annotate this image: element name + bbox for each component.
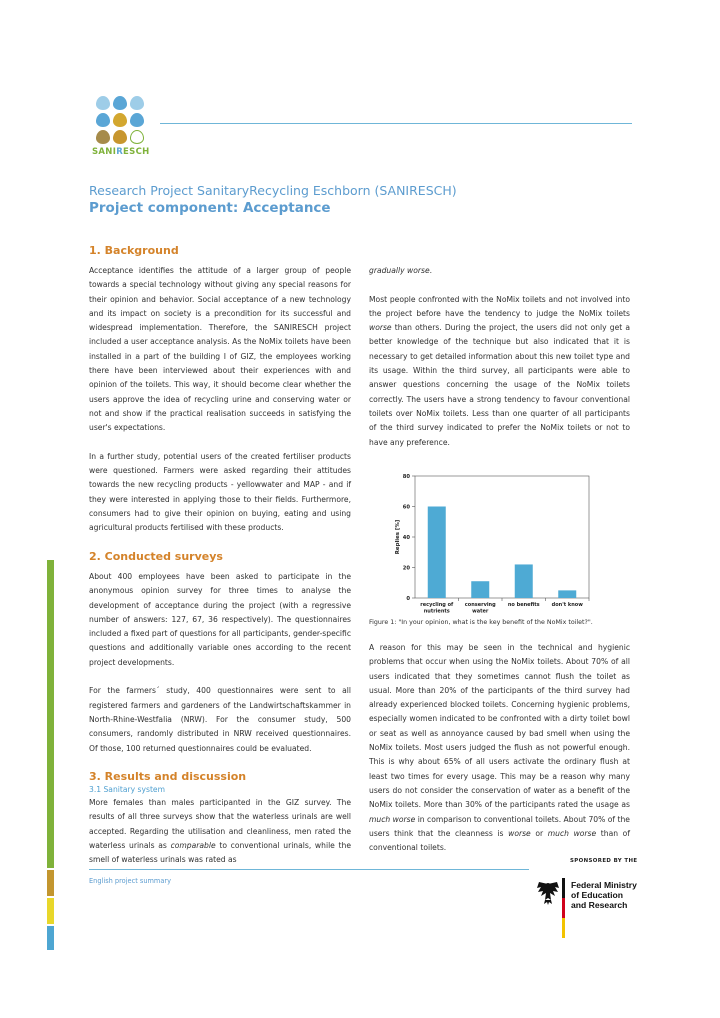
side-bar-yellow (47, 898, 54, 924)
figure-caption: Figure 1: "In your opinion, what is the key benefit of the NoMix toilet?". (369, 619, 593, 626)
left-column (89, 244, 351, 868)
benefit-chart-svg (393, 472, 603, 617)
logo-drops (92, 96, 148, 144)
logo-wordmark: SANIRESCH (92, 147, 150, 157)
y-tick-label: 40 (402, 535, 410, 541)
component-title: Project component: Acceptance (89, 200, 331, 216)
x-category-label: no benefits (507, 602, 540, 608)
logo-drop (130, 96, 144, 110)
bmbf-logo (535, 878, 645, 938)
y-tick-label: 60 (402, 504, 410, 511)
logo-drop (130, 130, 144, 144)
logo-drop (96, 130, 110, 144)
y-tick-label: 20 (402, 565, 410, 572)
surveys-paragraph-1: About 400 employees have been asked to participate in the anonymous opinion survey for three times to analyse the development of acceptance during the project (with a regressive number of answers: 127, 67, 36 respectively). The questionnaires included a fixed part of questions for all participants, gender-specific questions and additionally variable ones according to the recent project developments. (89, 571, 351, 667)
logo-drop (96, 113, 110, 127)
logo-drop (113, 130, 127, 144)
results-paragraph-1b: gradually worse. (369, 266, 433, 275)
section-heading-background: 1. Background (89, 244, 179, 257)
x-category-label: don't know (551, 602, 583, 608)
results-paragraph-3: A reason for this may be seen in the technical and hygienic problems that occur when using the NoMix toilets. About 70% of all users indicated that they sometimes cannot flush the toilet as usual. More than 20% of the participants of the third survey had already experienced blocked toilets. Concerning hygienic problems, especially women indicated to be confronted with a dirty toilet bowl or seat as well as annoyance caused by bad smell when using the NoMix toilets. Most users judged the flush as not powerful enough. This is why about 65% of all users activate the ordinary flush at least two times for every usage. This may be a reason why many users do not consider the conservation of water as a benefit of the NoMix toilets. More than 30% of the participants rated the usage as much worse in comparison to conventional toilets. About 70% of the users think that the cleanness is worse or much worse than of conventional toilets. (369, 643, 631, 853)
results-paragraph-1a: More females than males participanted in the GIZ survey. The results of all three surveys show that the waterless urinals are well accepted. Regarding the utilisation and cleanliness, men rated the waterless urinals as comparable to conventional urinals, while the smell of waterless urinals was rated as (89, 798, 351, 865)
logo-drop (113, 96, 127, 110)
section-heading-surveys: 2. Conducted surveys (89, 549, 223, 563)
bar-1 (471, 581, 489, 598)
right-column (369, 264, 630, 464)
y-tick-label: 0 (406, 596, 410, 602)
x-category-label: water (472, 608, 489, 615)
x-category-label: conserving (464, 602, 496, 608)
side-bar-green (47, 560, 54, 868)
right-column-lower (369, 641, 630, 855)
bmbf-wordmark: Federal Ministry of Education and Research (571, 880, 637, 910)
background-paragraph-1: Acceptance identifies the attitude of a larger group of people towards a special technology without giving any special reasons for their opinion and behavior. Social acceptance of a new technology and its impact on society is a precondition for its successful and widespread implementation. Therefore, the SANIRESCH project included a user acceptance analysis. As the NoMix toilets have been installed in a part of the building I of GIZ, the employees working there have been interviewed about their experiences with and opinion of the toilets. This way, it should become clear whether the users approve the idea of recycling urine and conserving water or not and show if the practical realisation succeeds in satisfying the user's expectations. (89, 266, 351, 433)
bar-2 (515, 564, 533, 598)
x-category-label: nutrients (423, 608, 450, 615)
bar-3 (558, 590, 576, 598)
x-category-label: recycling of (420, 602, 454, 608)
footer-summary-label: English project summary (89, 877, 171, 885)
background-paragraph-2: In a further study, potential users of the created fertiliser products were questioned. Farmers were asked regarding their attitudes towards the new recycling products - yellowwater and MAP - and if they were interested in applying those to their fields. Furthermore, consumers had to give their opinion on buying, eating and using agricultural products fertilised with these products. (89, 451, 351, 533)
side-bar-blue (47, 926, 54, 950)
side-bar-ochre (47, 870, 54, 896)
footer-rule (89, 869, 529, 870)
bar-0 (428, 507, 446, 599)
benefit-chart (393, 472, 603, 617)
project-title: Research Project SanitaryRecycling Eschborn (SANIRESCH) (89, 183, 457, 198)
header-rule (160, 123, 632, 124)
results-paragraph-2: Most people confronted with the NoMix toilets and not involved into the project before have the tendency to judge the NoMix toilets worse than others. During the project, the users did not only get a better knowledge of the technique but also indicated that it is necessary to get detailed information about this new toilet type and its usage. Within the third survey, all participants were able to answer questions concerning the usage of the NoMix toilets correctly. The users have a strong tendency to favour conventional toilets over NoMix toilets. Less than one quarter of all participants of the third survey indicated to prefer the NoMix toilets or not to have any preference. (369, 294, 630, 447)
surveys-paragraph-2: For the farmers´ study, 400 questionnaires were sent to all registered farmers and gardeners of the Landwirtschaftskammer in North-Rhine-Westfalia (NRW). For the consumer study, 500 consumers, randomly distributed in NRW received questionnaires. Of those, 100 returned questionnaires could be evaluated. (89, 686, 351, 753)
sponsored-by-label: SPONSORED BY THE (570, 858, 638, 864)
y-tick-label: 80 (402, 474, 410, 480)
section-heading-results: 3. Results and discussion (89, 770, 247, 784)
logo-drop (113, 113, 127, 127)
federal-eagle-icon (535, 878, 569, 938)
y-axis-label: Replies [%] (395, 519, 401, 555)
logo-drop (130, 113, 144, 127)
subsection-heading-sanitary: 3.1 Sanitary system (89, 785, 166, 795)
logo-drop (96, 96, 110, 110)
saniresch-logo (92, 96, 148, 157)
